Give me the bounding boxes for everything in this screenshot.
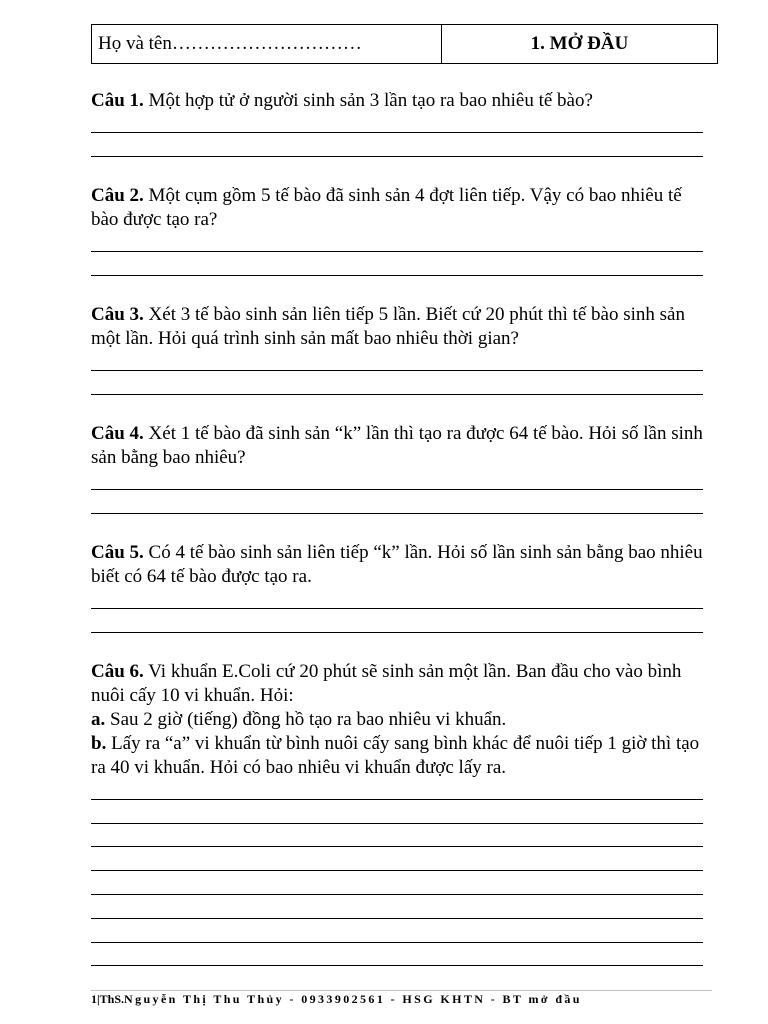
question-3	[91, 303, 705, 351]
answer-line	[91, 632, 703, 633]
question-text: Xét 3 tế bào sinh sản liên tiếp 5 lần. Biết cứ 20 phút thì tế bào sinh sản một lần. Hỏi quá trình sinh sản mất bao nhiêu thời gian?	[91, 304, 685, 349]
answer-line	[91, 132, 703, 133]
question-text: Xét 1 tế bào đã sinh sản “k” lần thì tạo ra được 64 tế bào. Hỏi số lần sinh sản bằng bao nhiêu?	[91, 423, 703, 468]
answer-line	[91, 965, 703, 966]
answer-line	[91, 370, 703, 371]
page-footer	[91, 992, 731, 1007]
question-6-part-b	[91, 732, 705, 780]
question-text: Một hợp tử ở người sinh sản 3 lần tạo ra bao nhiêu tế bào?	[143, 90, 593, 111]
answer-line	[91, 870, 703, 871]
section-title: 1. MỞ ĐẦU	[530, 33, 629, 54]
question-text: Có 4 tế bào sinh sản liên tiếp “k” lần. Hỏi số lần sinh sản bằng bao nhiêu biết có 64 tế bào được tạo ra.	[91, 542, 703, 587]
answer-line	[91, 608, 703, 609]
page-number: 1|	[91, 992, 100, 1006]
author-prefix: ThS.	[99, 992, 125, 1006]
answer-line	[91, 513, 703, 514]
part-text: Sau 2 giờ (tiếng) đồng hồ tạo ra bao nhiêu vi khuẩn.	[105, 709, 507, 730]
answer-line	[91, 394, 703, 395]
part-text: Lấy ra “a” vi khuẩn từ bình nuôi cấy sang bình khác để nuôi tiếp 1 giờ thì tạo ra 40 vi khuẩn. Hỏi có bao nhiêu vi khuẩn được lấy ra.	[91, 733, 700, 778]
question-text: Vi khuẩn E.Coli cứ 20 phút sẽ sinh sản một lần. Ban đầu cho vào bình nuôi cấy 10 vi khuẩn. Hỏi:	[91, 661, 682, 706]
question-label: Câu 3.	[91, 304, 144, 325]
question-label: Câu 4.	[91, 423, 144, 444]
question-label: Câu 6.	[91, 661, 144, 682]
part-label: b.	[91, 733, 107, 754]
question-label: Câu 1.	[91, 90, 144, 111]
question-text: Một cụm gồm 5 tế bào đã sinh sản 4 đợt liên tiếp. Vậy có bao nhiêu tế bào được tạo ra?	[91, 185, 682, 230]
answer-line	[91, 823, 703, 824]
part-label: a.	[91, 709, 106, 730]
footer-divider	[91, 990, 712, 991]
answer-line	[91, 846, 703, 847]
header-table	[91, 24, 718, 64]
answer-line	[91, 251, 703, 252]
question-label: Câu 5.	[91, 542, 144, 563]
answer-line	[91, 942, 703, 943]
question-label: Câu 2.	[91, 185, 144, 206]
answer-line	[91, 275, 703, 276]
answer-line	[91, 799, 703, 800]
question-6-part-a	[91, 708, 705, 732]
question-1	[91, 89, 705, 113]
answer-line	[91, 894, 703, 895]
question-2	[91, 184, 705, 232]
answer-line	[91, 918, 703, 919]
answer-line	[91, 489, 703, 490]
student-name-field: Họ và tên…………………………	[92, 25, 442, 63]
question-5	[91, 541, 705, 589]
question-6	[91, 660, 705, 780]
footer-text: Nguyễn Thị Thu Thủy - 0933902561 - HSG KHTN - BT mở đầu	[124, 992, 582, 1006]
answer-line	[91, 156, 703, 157]
question-4	[91, 422, 705, 470]
